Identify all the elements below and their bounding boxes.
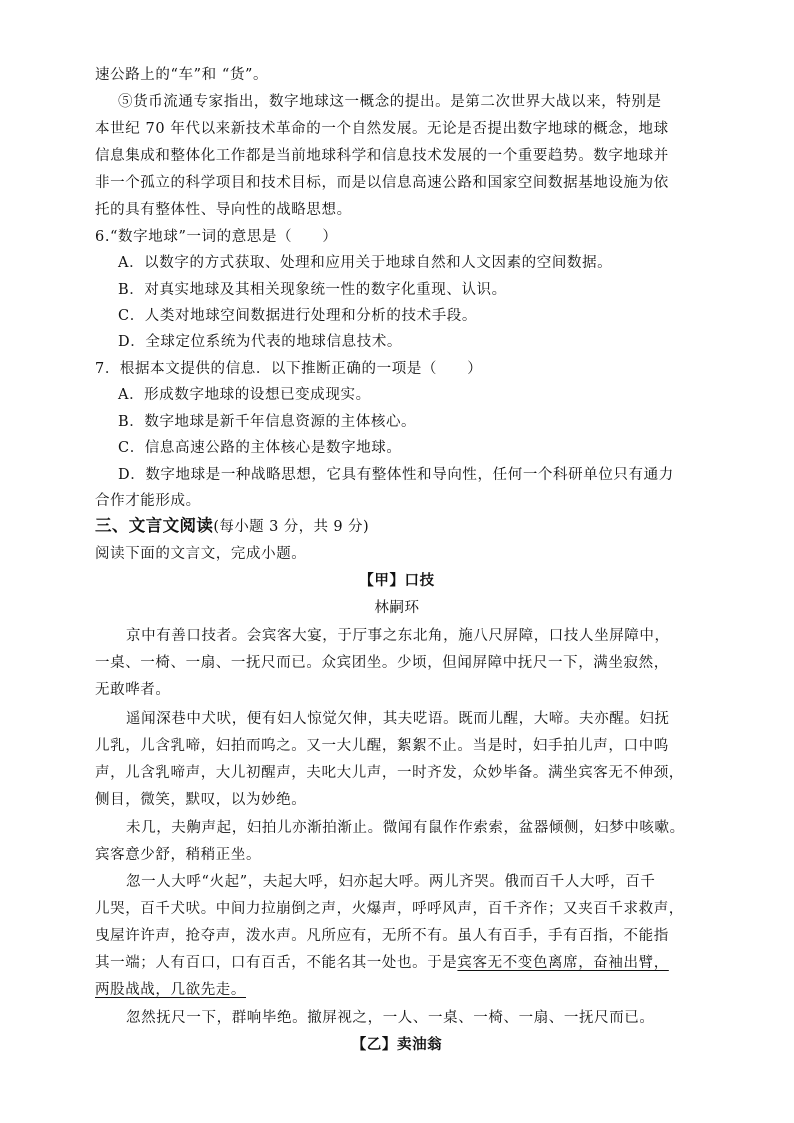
section-3-title: 三、文言文阅读 [95, 516, 214, 535]
paragraph-line: 侧目，微笑，默叹，以为妙绝。 [95, 792, 307, 808]
question-6-option-b: B．对真实地球及其相关现象统一性的数字化重现、认识。 [118, 282, 507, 298]
question-6-option-a: A．以数字的方式获取、处理和应用关于地球自然和人文因素的空间数据。 [118, 255, 613, 271]
question-6: 6.“数字地球”一词的意思是（ ） [95, 229, 338, 245]
paragraph-line [95, 953, 715, 973]
paragraph-line: 遥闻深巷中犬吠，便有妇人惊觉欠伸，其夫呓语。既而儿醒，大啼。夫亦醒。妇抚 [126, 711, 670, 727]
question-6-option-c: C．人类对地球空间数据进行处理和分析的技术手段。 [118, 308, 477, 324]
text-line: 非一个孤立的科学项目和技术目标，而是以信息高速公路和国家空间数据基地设施为依 [95, 175, 669, 191]
paragraph-line: 儿哭，百千犬吠。中间力拉崩倒之声，火爆声，呼呼风声，百千齐作；又夹百千求救声， [95, 901, 684, 917]
question-6-option-d: D．全球定位系统为代表的地球信息技术。 [118, 334, 403, 350]
question-7-option-d-cont: 合作才能形成。 [95, 493, 201, 509]
question-7-option-c: C．信息高速公路的主体核心是数字地球。 [118, 440, 402, 456]
question-7: 7．根据本文提供的信息．以下推断正确的一项是（ ） [95, 361, 483, 377]
paragraph-line: 未几，夫齁声起，妇拍儿亦渐拍渐止。微闻有鼠作作索索，盆器倾侧，妇梦中咳嗽。 [126, 820, 685, 836]
paragraph-line: 曳屋许许声，抢夺声，泼水声。凡所应有，无所不有。虽人有百手，手有百指，不能指 [95, 928, 669, 944]
text-line: 本世纪 70 年代以来新技术革命的一个自然发展。无论是否提出数字地球的概念，地球 [95, 121, 669, 137]
text-line: 速公路上的“车”和 “货”。 [95, 67, 269, 83]
paragraph-line: 儿乳，儿含乳啼，妇拍而呜之。又一大儿醒，絮絮不止。当是时，妇手拍儿声，口中呜 [95, 738, 669, 754]
author: 林嗣环 [374, 600, 420, 616]
question-7-option-a: A．形成数字地球的设想已变成现实。 [118, 387, 371, 403]
text-line: 托的具有整体性、导向性的战略思想。 [95, 202, 352, 218]
text-line: ⑤货币流通专家指出，数字地球这一概念的提出。是第二次世界大战以来，特别是 [118, 94, 662, 110]
question-7-option-d: D．数字地球是一种战略思想，它具有整体性和导向性，任何一个科研单位只有通力 [118, 467, 674, 483]
paragraph-line: 忽然抚尺一下，群响毕绝。撤屏视之，一人、一桌、一椅、一扇、一抚尺而已。 [126, 1010, 655, 1026]
text-line: 信息集成和整体化工作都是当前地球科学和信息技术发展的一个重要趋势。数字地球并 [95, 148, 669, 164]
paragraph-line: 一桌、一椅、一扇、一抚尺而已。众宾团坐。少顷，但闻屏障中抚尺一下，满坐寂然， [95, 655, 669, 671]
underlined-text: 两股战战，几欲先走。 [95, 982, 246, 998]
paragraph-line: 忽一人大呼“火起”，夫起大呼，妇亦起大呼。两儿齐哭。俄而百千人大呼，百千 [126, 874, 656, 890]
title-jia: 【甲】口技 [359, 573, 435, 589]
paragraph-line: 声，儿含乳啼声，大儿初醒声，夫叱大儿声，一时齐发，众妙毕备。满坐宾客无不伸颈， [95, 765, 684, 781]
title-yi: 【乙】卖油翁 [351, 1037, 443, 1053]
paragraph-line [95, 980, 715, 1000]
paragraph-text: 其一端；人有百口，口有百舌，不能名其一处也。于是 [95, 955, 458, 971]
section-3-score: (每小题 3 分，共 9 分) [213, 519, 370, 535]
section-3-heading [95, 516, 715, 537]
paragraph-line: 京中有善口技者。会宾客大宴，于厅事之东北角，施八尺屏障，口技人坐屏障中， [126, 628, 670, 644]
paragraph-line: 无敢哗者。 [95, 682, 171, 698]
question-7-option-b: B．数字地球是新千年信息资源的主体核心。 [118, 414, 417, 430]
underlined-text: 宾客无不变色离席，奋袖出臂， [457, 955, 669, 971]
instruction: 阅读下面的文言文，完成小题。 [95, 546, 307, 562]
paragraph-line: 宾客意少舒，稍稍正坐。 [95, 847, 262, 863]
